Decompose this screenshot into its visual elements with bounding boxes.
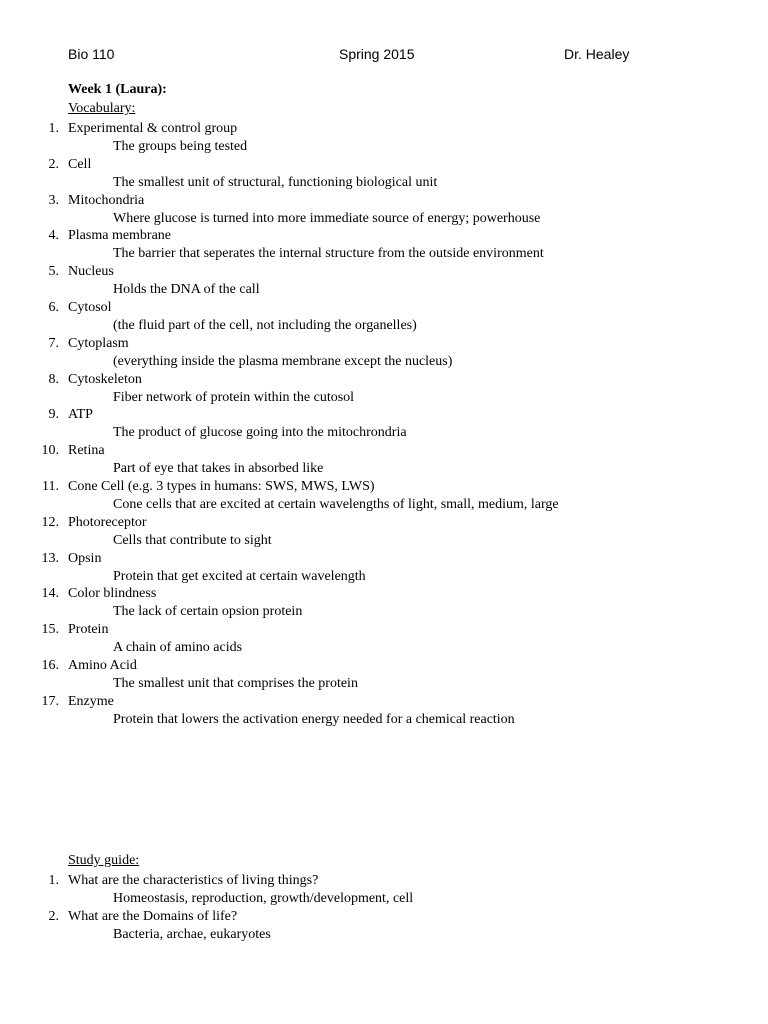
item-number: 14. [41,586,59,602]
item-number: 12. [41,514,59,530]
vocabulary-item [0,300,768,336]
item-term: ATP [68,407,93,423]
item-definition: Protein that get excited at certain wavelength [113,568,366,584]
item-definition: Where glucose is turned into more immediate source of energy; powerhouse [113,210,541,226]
item-definition: Part of eye that takes in absorbed like [113,461,324,477]
item-number: 1. [48,121,59,136]
vocabulary-item [0,479,768,515]
item-term: Retina [68,443,105,459]
item-definition: The barrier that seperates the internal structure from the outside environment [113,246,544,262]
item-term: Amino Acid [68,657,137,673]
vocabulary-item [0,694,768,730]
item-term: Cytoskeleton [68,371,142,387]
item-term: Nucleus [68,264,114,280]
item-number: 13. [41,550,59,566]
study-guide-list [0,873,768,945]
item-definition: The product of glucose going into the mitochrondria [113,425,407,441]
item-term: Plasma membrane [68,228,172,244]
vocabulary-item [0,228,768,264]
item-definition: (the fluid part of the cell, not including the organelles) [113,317,417,333]
vocabulary-item [0,193,768,229]
item-number: 8. [48,371,59,387]
item-term: Experimental & control group [68,121,238,136]
vocabulary-heading: Vocabulary: [68,101,136,116]
vocabulary-item [0,264,768,300]
item-number: 11. [42,478,59,494]
item-definition: The smallest unit that comprises the protein [113,675,358,691]
vocabulary-item [0,336,768,372]
vocabulary-item [0,586,768,622]
page-header [68,46,648,64]
term-name: Spring 2015 [339,46,415,62]
item-definition: Protein that lowers the activation energy needed for a chemical reaction [113,711,515,727]
item-definition: Homeostasis, reproduction, growth/development, cell [113,891,414,906]
item-definition: Bacteria, archae, eukaryotes [113,926,271,942]
vocabulary-item [0,121,768,157]
item-term: Photoreceptor [68,514,147,530]
study-guide-item [0,909,768,945]
item-term: Cone Cell (e.g. 3 types in humans: SWS, MWS, LWS) [68,478,375,494]
item-definition: The groups being tested [113,139,248,154]
item-definition: Fiber network of protein within the cutosol [113,389,355,405]
item-term: Mitochondria [68,192,145,208]
vocabulary-list [0,121,768,730]
item-definition: Holds the DNA of the call [113,282,260,298]
vocabulary-item [0,551,768,587]
item-number: 1. [48,873,59,888]
item-number: 16. [41,657,59,673]
item-definition: (everything inside the plasma membrane except the nucleus) [113,353,453,369]
item-term: Enzyme [68,693,114,709]
item-term: Color blindness [68,586,157,602]
item-number: 6. [48,299,59,315]
item-definition: The smallest unit of structural, functioning biological unit [113,174,438,190]
vocabulary-item [0,443,768,479]
item-number: 9. [48,407,59,423]
item-definition: Cone cells that are excited at certain wavelengths of light, small, medium, large [113,496,559,512]
item-number: 2. [48,908,59,924]
item-number: 17. [41,693,59,709]
item-number: 3. [48,192,59,208]
vocabulary-item [0,515,768,551]
item-term: Cytoplasm [68,335,129,351]
vocabulary-item [0,407,768,443]
item-definition: Cells that contribute to sight [113,532,272,548]
item-definition: A chain of amino acids [113,640,243,656]
item-term: Cytosol [68,299,112,315]
item-number: 15. [41,622,59,638]
item-number: 7. [48,335,59,351]
item-number: 4. [48,228,59,244]
vocabulary-item [0,658,768,694]
item-number: 2. [48,156,59,172]
instructor-name: Dr. Healey [564,46,630,62]
week-title: Week 1 (Laura): [68,82,167,97]
vocabulary-item [0,157,768,193]
study-guide-heading: Study guide: [68,853,140,868]
course-name: Bio 110 [68,46,115,62]
item-definition: The lack of certain opsion protein [113,604,303,620]
study-guide-item [0,873,768,909]
item-term: What are the characteristics of living things? [68,873,319,888]
item-term: Cell [68,156,92,172]
item-term: Opsin [68,550,102,566]
item-number: 5. [48,264,59,280]
vocabulary-item [0,372,768,408]
vocabulary-item [0,622,768,658]
item-term: What are the Domains of life? [68,908,238,924]
item-number: 10. [41,443,59,459]
item-term: Protein [68,622,109,638]
